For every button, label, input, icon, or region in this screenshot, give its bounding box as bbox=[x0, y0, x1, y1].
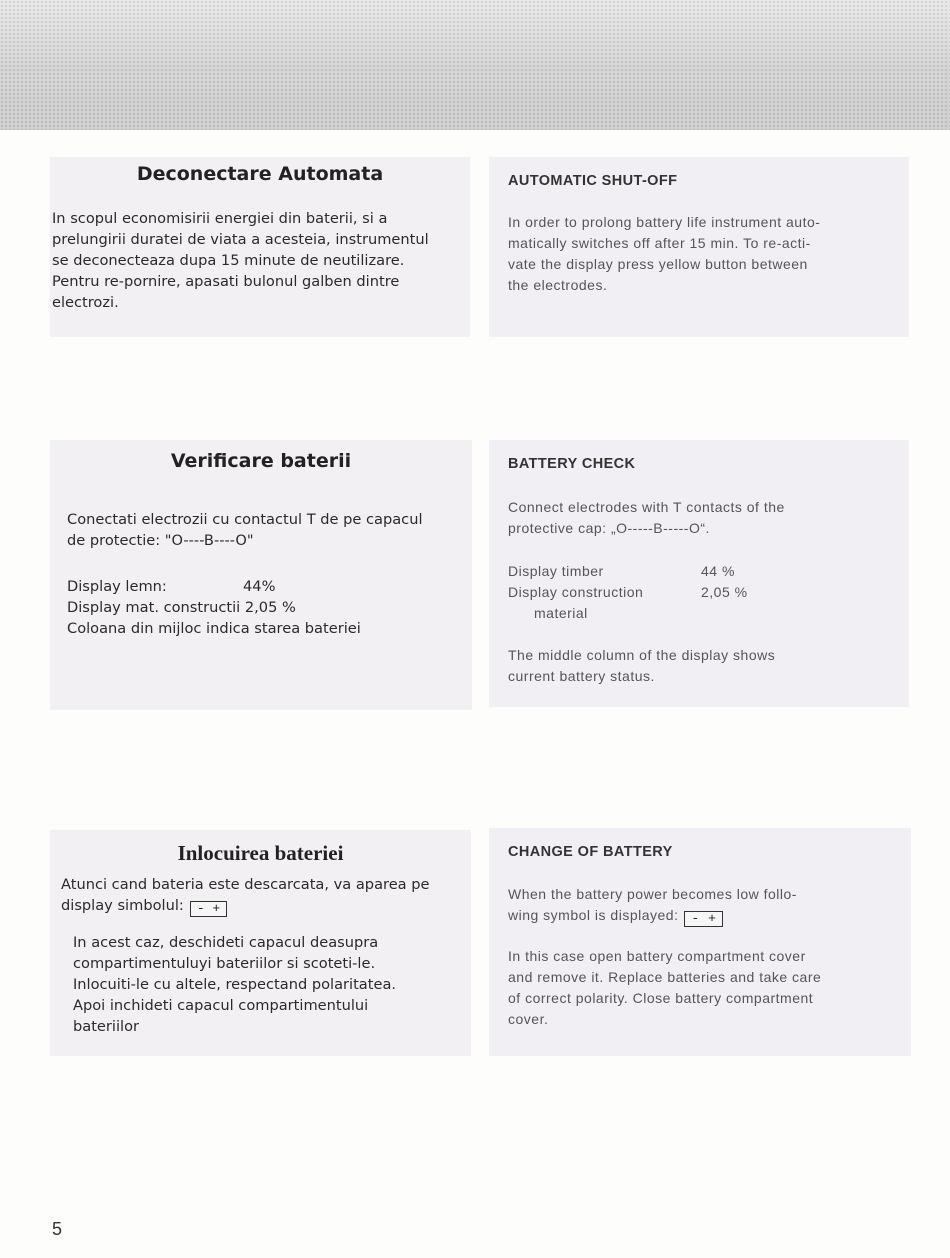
ro-check-intro-line: de protectie: "O----B----O" bbox=[67, 532, 254, 549]
en-check-intro-line: protective cap: „O-----B-----O“. bbox=[508, 520, 710, 536]
en-check-note-line: current battery status. bbox=[508, 668, 655, 684]
ro-shutoff-line: se deconecteaza dupa 15 minute de neutilizare. bbox=[52, 252, 405, 269]
ro-check-box bbox=[50, 440, 472, 710]
en-shutoff-line: the electrodes. bbox=[508, 277, 608, 293]
ro-shutoff-text bbox=[52, 208, 470, 313]
en-check-row bbox=[508, 582, 903, 603]
ro-change-intro bbox=[61, 874, 471, 917]
ro-change-title: Inlocuirea bateriei bbox=[177, 841, 344, 865]
ro-change-text bbox=[73, 932, 468, 1037]
ro-change-line: bateriilor bbox=[73, 1018, 139, 1035]
en-check-row-value: 2,05 % bbox=[701, 584, 748, 600]
ro-change-line: In acest caz, deschideti capacul deasupra bbox=[73, 934, 379, 951]
en-shutoff-line: matically switches off after 15 min. To re-acti- bbox=[508, 235, 811, 251]
en-shutoff-title: AUTOMATIC SHUT-OFF bbox=[508, 173, 678, 189]
page-number: 5 bbox=[52, 1219, 63, 1239]
ro-change-intro-line bbox=[61, 895, 471, 917]
ro-check-intro-line: Conectati electrozii cu contactul T de pe capacul bbox=[67, 511, 423, 528]
en-check-note bbox=[508, 645, 903, 687]
en-change-intro-text: wing symbol is displayed: bbox=[508, 907, 679, 923]
en-shutoff-text bbox=[508, 212, 903, 296]
en-change-line: cover. bbox=[508, 1011, 549, 1027]
header-band bbox=[0, 0, 950, 130]
ro-check-row bbox=[67, 618, 467, 639]
en-change-line: In this case open battery compartment cover bbox=[508, 948, 806, 964]
ro-check-row-label: Display mat. constructii 2,05 % bbox=[67, 599, 296, 616]
en-check-row-label: Display construction bbox=[508, 584, 644, 600]
en-change-intro-line: When the battery power becomes low follo- bbox=[508, 886, 797, 902]
battery-low-icon: - + bbox=[684, 911, 723, 927]
ro-change-intro-line: Atunci cand bateria este descarcata, va aparea pe bbox=[61, 876, 430, 893]
battery-low-icon: - + bbox=[190, 901, 227, 917]
en-shutoff-line: In order to prolong battery life instrument auto- bbox=[508, 214, 821, 230]
ro-check-row-label: Coloana din mijloc indica starea bateriei bbox=[67, 620, 361, 637]
ro-shutoff-line: electrozi. bbox=[52, 294, 119, 311]
ro-check-row-value: 44% bbox=[243, 578, 276, 595]
ro-change-line: compartimentuluyi bateriilor si scoteti-le. bbox=[73, 955, 376, 972]
en-check-intro-line: Connect electrodes with T contacts of the bbox=[508, 499, 785, 515]
ro-check-rows bbox=[67, 576, 467, 639]
en-check-row bbox=[508, 561, 903, 582]
ro-shutoff-line: Pentru re-pornire, apasati bulonul galben dintre bbox=[52, 273, 400, 290]
en-change-line: and remove it. Replace batteries and take care bbox=[508, 969, 822, 985]
en-check-row bbox=[508, 603, 903, 624]
en-check-row-value: 44 % bbox=[701, 563, 735, 579]
ro-shutoff-line: prelungirii duratei de viata a acesteia, instrumentul bbox=[52, 231, 429, 248]
en-check-note-line: The middle column of the display shows bbox=[508, 647, 776, 663]
en-check-title: BATTERY CHECK bbox=[508, 456, 636, 472]
ro-shutoff-title: Deconectare Automata bbox=[136, 163, 384, 185]
ro-check-intro bbox=[67, 509, 467, 551]
ro-change-line: Apoi inchideti capacul compartimentului bbox=[73, 997, 369, 1014]
en-shutoff-line: vate the display press yellow button between bbox=[508, 256, 808, 272]
ro-change-line: Inlocuiti-le cu altele, respectand polaritatea. bbox=[73, 976, 397, 993]
en-check-row-label: Display timber bbox=[508, 563, 604, 579]
en-check-intro bbox=[508, 497, 903, 539]
en-change-title: CHANGE OF BATTERY bbox=[508, 844, 673, 860]
ro-change-intro-text: display simbolul: bbox=[61, 897, 184, 914]
en-change-line: of correct polarity. Close battery compartment bbox=[508, 990, 814, 1006]
en-check-rows bbox=[508, 561, 903, 624]
ro-check-row-label: Display lemn: bbox=[67, 578, 167, 595]
ro-check-row bbox=[67, 597, 467, 618]
en-change-intro bbox=[508, 884, 903, 927]
en-change-intro-line bbox=[508, 905, 903, 927]
ro-shutoff-line: In scopul economisirii energiei din baterii, si a bbox=[52, 210, 388, 227]
en-check-row-label: material bbox=[534, 605, 588, 621]
ro-check-title: Verificare baterii bbox=[170, 450, 352, 472]
en-change-text bbox=[508, 946, 903, 1030]
ro-check-row bbox=[67, 576, 467, 597]
